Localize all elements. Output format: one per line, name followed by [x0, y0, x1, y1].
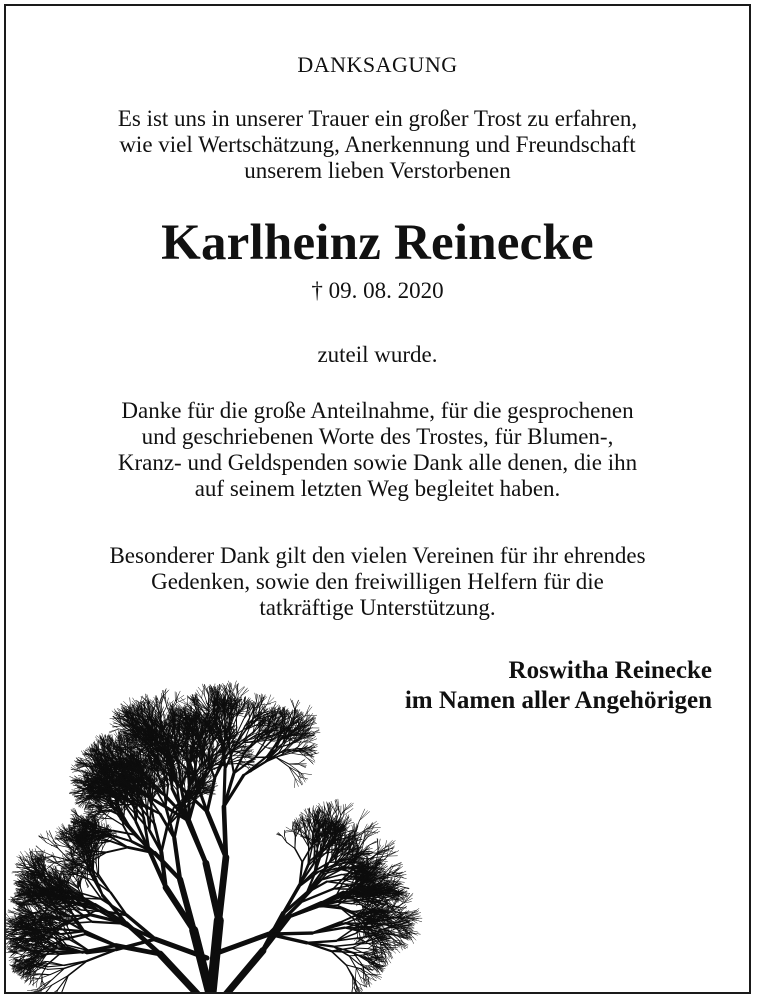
deceased-name: Karlheinz Reinecke — [161, 215, 594, 271]
thanks-line: Kranz- und Geldspenden sowie Dank alle denen, die ihn — [117, 450, 638, 475]
intro-line: Es ist uns in unserer Trauer ein großer Trost zu erfahren, — [117, 106, 638, 131]
continuation-text: zuteil wurde. — [317, 342, 438, 367]
special-thanks-paragraph — [6, 543, 749, 621]
special-thanks-line: Besonderer Dank gilt den vielen Vereinen für ihr ehrendes — [109, 543, 646, 568]
tree-illustration — [6, 668, 426, 994]
special-thanks-line: tatkräftige Unterstützung. — [259, 595, 496, 620]
intro-paragraph — [6, 106, 749, 184]
thanks-paragraph — [6, 398, 749, 502]
signature-block — [405, 656, 712, 716]
thanks-line: und geschriebenen Worte des Trostes, für Blumen-, — [141, 424, 614, 449]
intro-line: wie viel Wertschätzung, Anerkennung und Freundschaft — [119, 132, 636, 157]
special-thanks-line: Gedenken, sowie den freiwilligen Helfern für die — [151, 569, 604, 594]
obituary-notice — [4, 4, 751, 994]
signature-subline: im Namen aller Angehörigen — [404, 687, 712, 714]
signature-name: Roswitha Reinecke — [508, 657, 712, 684]
intro-line: unserem lieben Verstorbenen — [244, 158, 511, 183]
notice-heading: DANKSAGUNG — [297, 52, 458, 77]
thanks-line: Danke für die große Anteilnahme, für die gesprochenen — [121, 398, 634, 423]
death-date: † 09. 08. 2020 — [311, 278, 444, 303]
thanks-line: auf seinem letzten Weg begleitet haben. — [194, 476, 561, 501]
